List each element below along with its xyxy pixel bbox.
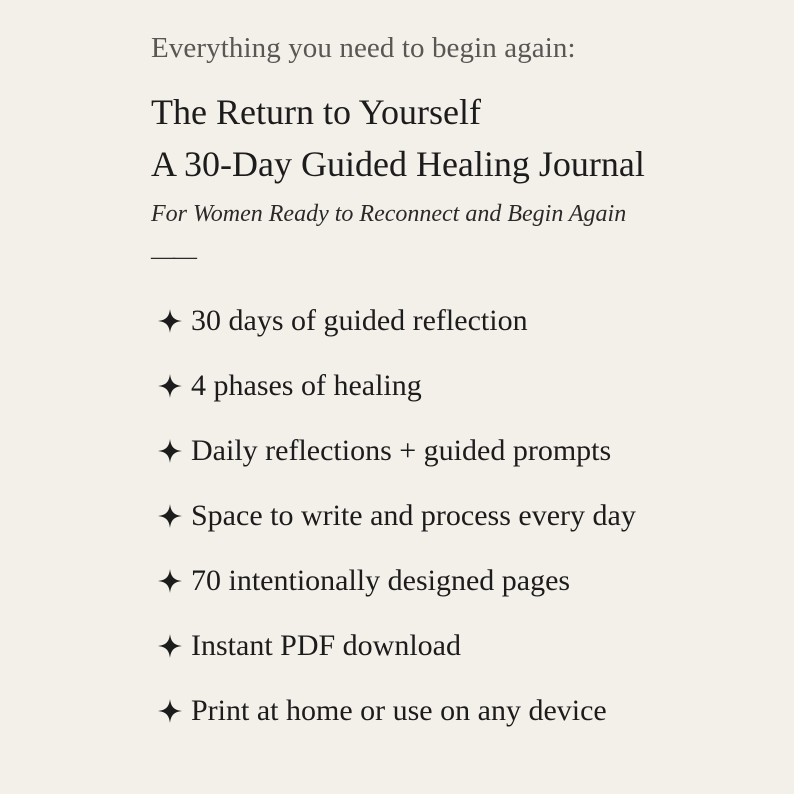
feature-item bbox=[157, 418, 771, 483]
feature-item bbox=[157, 353, 771, 418]
feature-label: Print at home or use on any device bbox=[191, 693, 607, 727]
feature-item bbox=[157, 288, 771, 353]
four-point-star-icon bbox=[157, 308, 183, 334]
four-point-star-icon bbox=[157, 373, 183, 399]
feature-item bbox=[157, 548, 771, 613]
feature-item bbox=[157, 483, 771, 548]
four-point-star-icon bbox=[157, 633, 183, 659]
four-point-star-icon bbox=[157, 438, 183, 464]
four-point-star-icon bbox=[157, 503, 183, 529]
feature-label: Space to write and process every day bbox=[191, 498, 636, 532]
four-point-star-icon bbox=[157, 698, 183, 724]
content-block bbox=[151, 30, 771, 743]
feature-label: 30 days of guided reflection bbox=[191, 303, 528, 337]
feature-label: Daily reflections + guided prompts bbox=[191, 433, 612, 467]
title-line-1: The Return to Yourself bbox=[151, 92, 481, 132]
feature-list bbox=[157, 288, 771, 743]
feature-label: 70 intentionally designed pages bbox=[191, 563, 571, 597]
page-title bbox=[151, 86, 771, 190]
title-line-2: A 30-Day Guided Healing Journal bbox=[151, 144, 645, 184]
four-point-star-icon bbox=[157, 568, 183, 594]
subtitle: For Women Ready to Reconnect and Begin Again bbox=[151, 201, 627, 227]
divider: —— bbox=[151, 244, 195, 270]
feature-item bbox=[157, 678, 771, 743]
feature-label: Instant PDF download bbox=[191, 628, 461, 662]
intro-text: Everything you need to begin again: bbox=[151, 32, 576, 64]
feature-item bbox=[157, 613, 771, 678]
feature-label: 4 phases of healing bbox=[191, 368, 422, 402]
